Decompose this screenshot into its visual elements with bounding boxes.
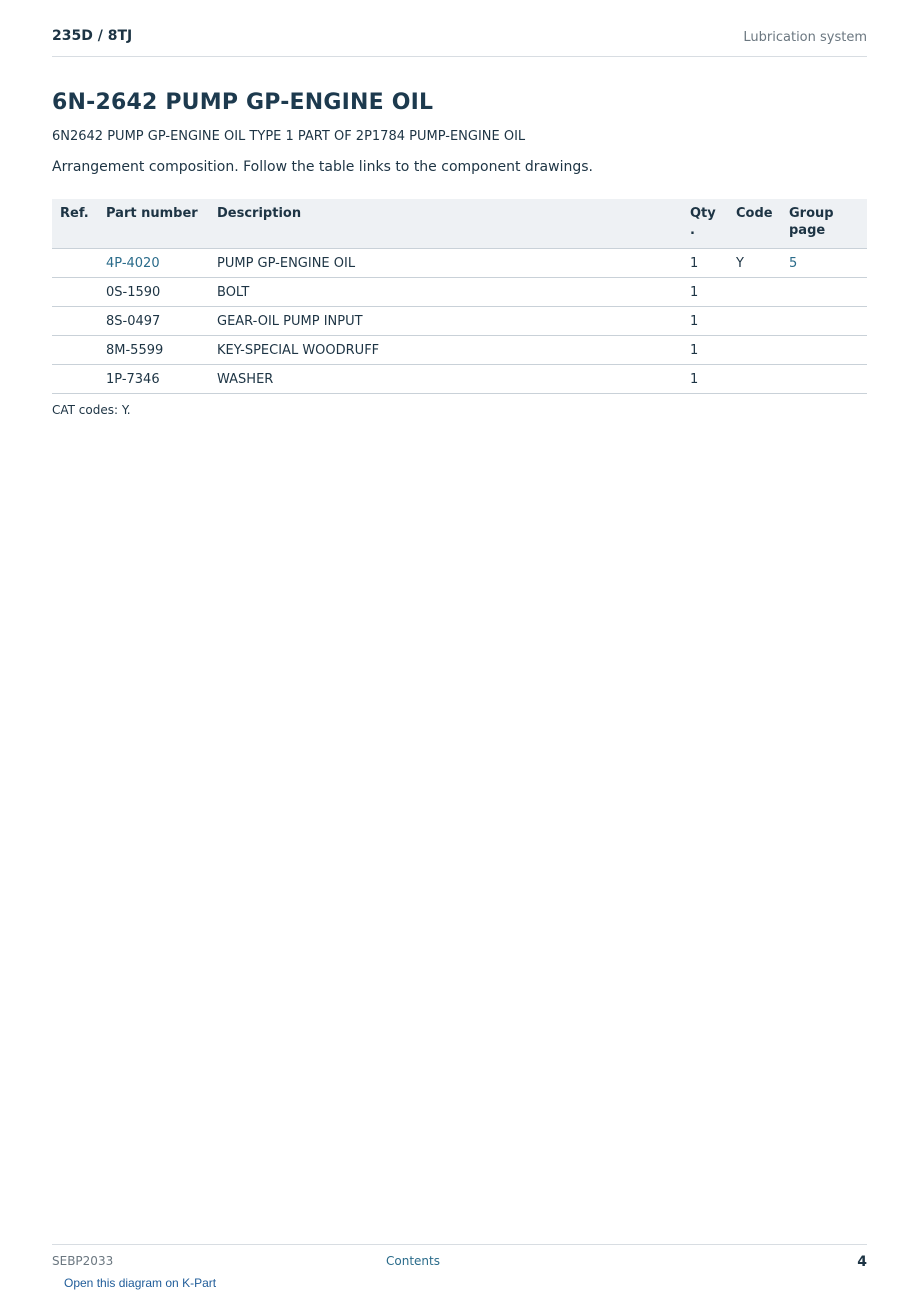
document-id: SEBP2033: [52, 1254, 114, 1268]
page-subtitle: 6N2642 PUMP GP-ENGINE OIL TYPE 1 PART OF 2P1784 PUMP-ENGINE OIL: [52, 129, 526, 144]
cell-qty: 1: [682, 307, 728, 336]
cell-ref: [52, 336, 98, 365]
cell-description: WASHER: [209, 365, 682, 394]
col-header-part-number: Part number: [98, 199, 209, 249]
cell-description: GEAR-OIL PUMP INPUT: [209, 307, 682, 336]
col-header-qty-line2: .: [690, 223, 695, 238]
page-footer: [52, 1244, 867, 1275]
cell-part-number: 8M-5599: [98, 336, 209, 365]
cell-qty: 1: [682, 336, 728, 365]
cell-group-page: [781, 365, 867, 394]
table-row: [52, 336, 867, 365]
cell-part-number: 8S-0497: [98, 307, 209, 336]
cell-ref: [52, 365, 98, 394]
cat-codes-note: CAT codes: Y.: [52, 403, 131, 417]
cell-group-page: [781, 307, 867, 336]
cell-part-number-link[interactable]: [98, 249, 209, 278]
col-header-group-line2: page: [789, 223, 826, 238]
group-page-link[interactable]: 5: [789, 255, 798, 271]
cell-description: PUMP GP-ENGINE OIL: [209, 249, 682, 278]
col-header-group-line1: Group: [789, 206, 834, 221]
table-row: [52, 278, 867, 307]
intro-text: Arrangement composition. Follow the table links to the component drawings.: [52, 159, 593, 175]
contents-link[interactable]: Contents: [386, 1254, 440, 1268]
cell-ref: [52, 307, 98, 336]
table-header-row: [52, 199, 867, 249]
cell-code: [728, 336, 781, 365]
cell-code: [728, 365, 781, 394]
cell-group-page[interactable]: [781, 249, 867, 278]
page-number: 4: [857, 1254, 867, 1270]
cell-part-number: 1P-7346: [98, 365, 209, 394]
page-header: [52, 28, 867, 57]
col-header-group-page: [781, 199, 867, 249]
cell-group-page: [781, 278, 867, 307]
cell-part-number: 0S-1590: [98, 278, 209, 307]
kpart-link[interactable]: Open this diagram on K-Part: [64, 1276, 217, 1290]
part-number-link[interactable]: 4P-4020: [106, 255, 160, 271]
cell-ref: [52, 278, 98, 307]
cell-description: KEY-SPECIAL WOODRUFF: [209, 336, 682, 365]
cell-code: [728, 278, 781, 307]
col-header-code: Code: [728, 199, 781, 249]
table-row: [52, 249, 867, 278]
col-header-ref: Ref.: [52, 199, 98, 249]
page-title: 6N-2642 PUMP GP-ENGINE OIL: [52, 90, 434, 115]
col-header-qty: [682, 199, 728, 249]
cell-description: BOLT: [209, 278, 682, 307]
table-row: [52, 307, 867, 336]
col-header-qty-line1: Qty: [690, 206, 716, 221]
cell-code: Y: [728, 249, 781, 278]
section-label: Lubrication system: [743, 30, 867, 45]
cell-ref: [52, 249, 98, 278]
parts-table: [52, 199, 867, 394]
cell-qty: 1: [682, 365, 728, 394]
cell-qty: 1: [682, 278, 728, 307]
cell-qty: 1: [682, 249, 728, 278]
model-label: 235D / 8TJ: [52, 28, 133, 44]
cell-code: [728, 307, 781, 336]
cell-group-page: [781, 336, 867, 365]
table-row: [52, 365, 867, 394]
col-header-description: Description: [209, 199, 682, 249]
